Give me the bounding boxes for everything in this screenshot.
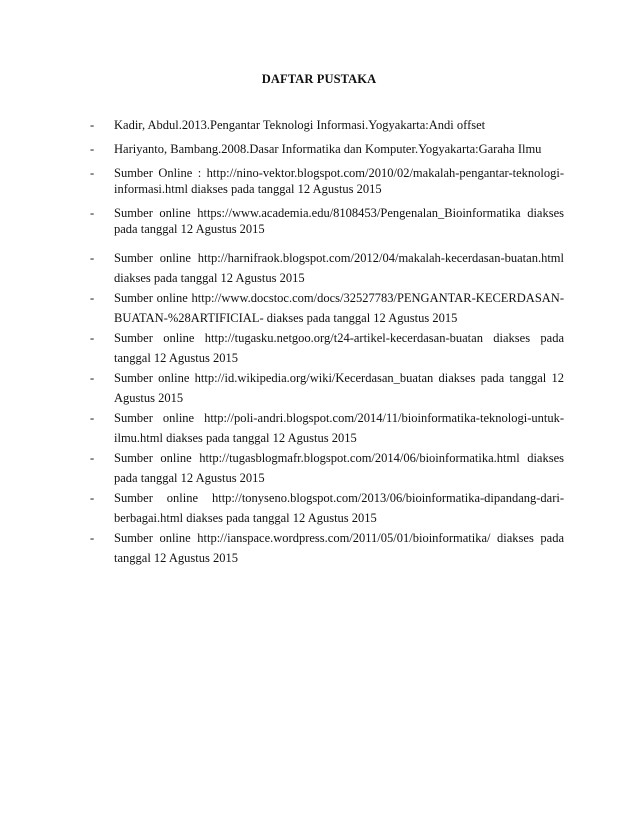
reference-text: Hariyanto, Bambang.2008.Dasar Informatika dan Komputer.Yogyakarta:Garaha Ilmu [114, 142, 542, 156]
reference-text: Sumber online http://id.wikipedia.org/wiki/Kecerdasan_buatan diakses pada tanggal 12 Agustus 2015 [114, 371, 564, 405]
bullet-dash: - [90, 491, 95, 505]
reference-item [90, 117, 564, 133]
reference-text: Sumber online http://harnifraok.blogspot.com/2012/04/makalah-kecerdasan-buatan.html diakses pada tanggal 12 Agustus 2015 [114, 251, 564, 285]
bullet-dash: - [90, 331, 95, 345]
bullet-dash: - [90, 206, 95, 220]
page-title: DAFTAR PUSTAKA [261, 72, 377, 86]
bullet-dash: - [90, 531, 95, 545]
bullet-dash: - [90, 451, 95, 465]
reference-item [90, 528, 564, 568]
bullet-dash: - [90, 371, 95, 385]
reference-item [90, 368, 564, 408]
reference-item [90, 248, 564, 288]
reference-text: Sumber Online : http://nino-vektor.blogspot.com/2010/02/makalah-pengantar-teknologi-informasi.html diakses pada tanggal 12 Agustus 2015 [114, 166, 564, 196]
reference-text: Sumber online http://tugasku.netgoo.org/t24-artikel-kecerdasan-buatan diakses pada tanggal 12 Agustus 2015 [114, 331, 564, 365]
reference-item [90, 408, 564, 448]
bullet-dash: - [90, 118, 95, 132]
reference-text: Sumber online http://tonyseno.blogspot.com/2013/06/bioinformatika-dipandang-dari-berbagai.html diakses pada tanggal 12 Agustus 2015 [114, 491, 564, 525]
reference-item [90, 165, 564, 197]
bullet-dash: - [90, 166, 95, 180]
reference-text: Sumber online https://www.academia.edu/8108453/Pengenalan_Bioinformatika diakses pada tanggal 12 Agustus 2015 [114, 206, 564, 236]
reference-item [90, 328, 564, 368]
bullet-dash: - [90, 411, 95, 425]
reference-text: Sumber online http://www.docstoc.com/docs/32527783/PENGANTAR-KECERDASAN-BUATAN-%28ARTIFICIAL- diakses pada tanggal 12 Agustus 2015 [114, 291, 564, 325]
reference-text: Sumber online http://poli-andri.blogspot.com/2014/11/bioinformatika-teknologi-untuk-ilmu.html diakses pada tanggal 12 Agustus 2015 [114, 411, 564, 445]
reference-text: Kadir, Abdul.2013.Pengantar Teknologi Informasi.Yogyakarta:Andi offset [114, 118, 486, 132]
reference-item [90, 288, 564, 328]
reference-item [90, 488, 564, 528]
bullet-dash: - [90, 291, 95, 305]
reference-list [90, 117, 564, 568]
bullet-dash: - [90, 142, 95, 156]
reference-item [90, 141, 564, 157]
reference-item [90, 448, 564, 488]
reference-text: Sumber online http://tugasblogmafr.blogspot.com/2014/06/bioinformatika.html diakses pada tanggal 12 Agustus 2015 [114, 451, 564, 485]
reference-text: Sumber online http://ianspace.wordpress.com/2011/05/01/bioinformatika/ diakses pada tanggal 12 Agustus 2015 [114, 531, 564, 565]
bullet-dash: - [90, 251, 95, 265]
reference-item [90, 205, 564, 237]
